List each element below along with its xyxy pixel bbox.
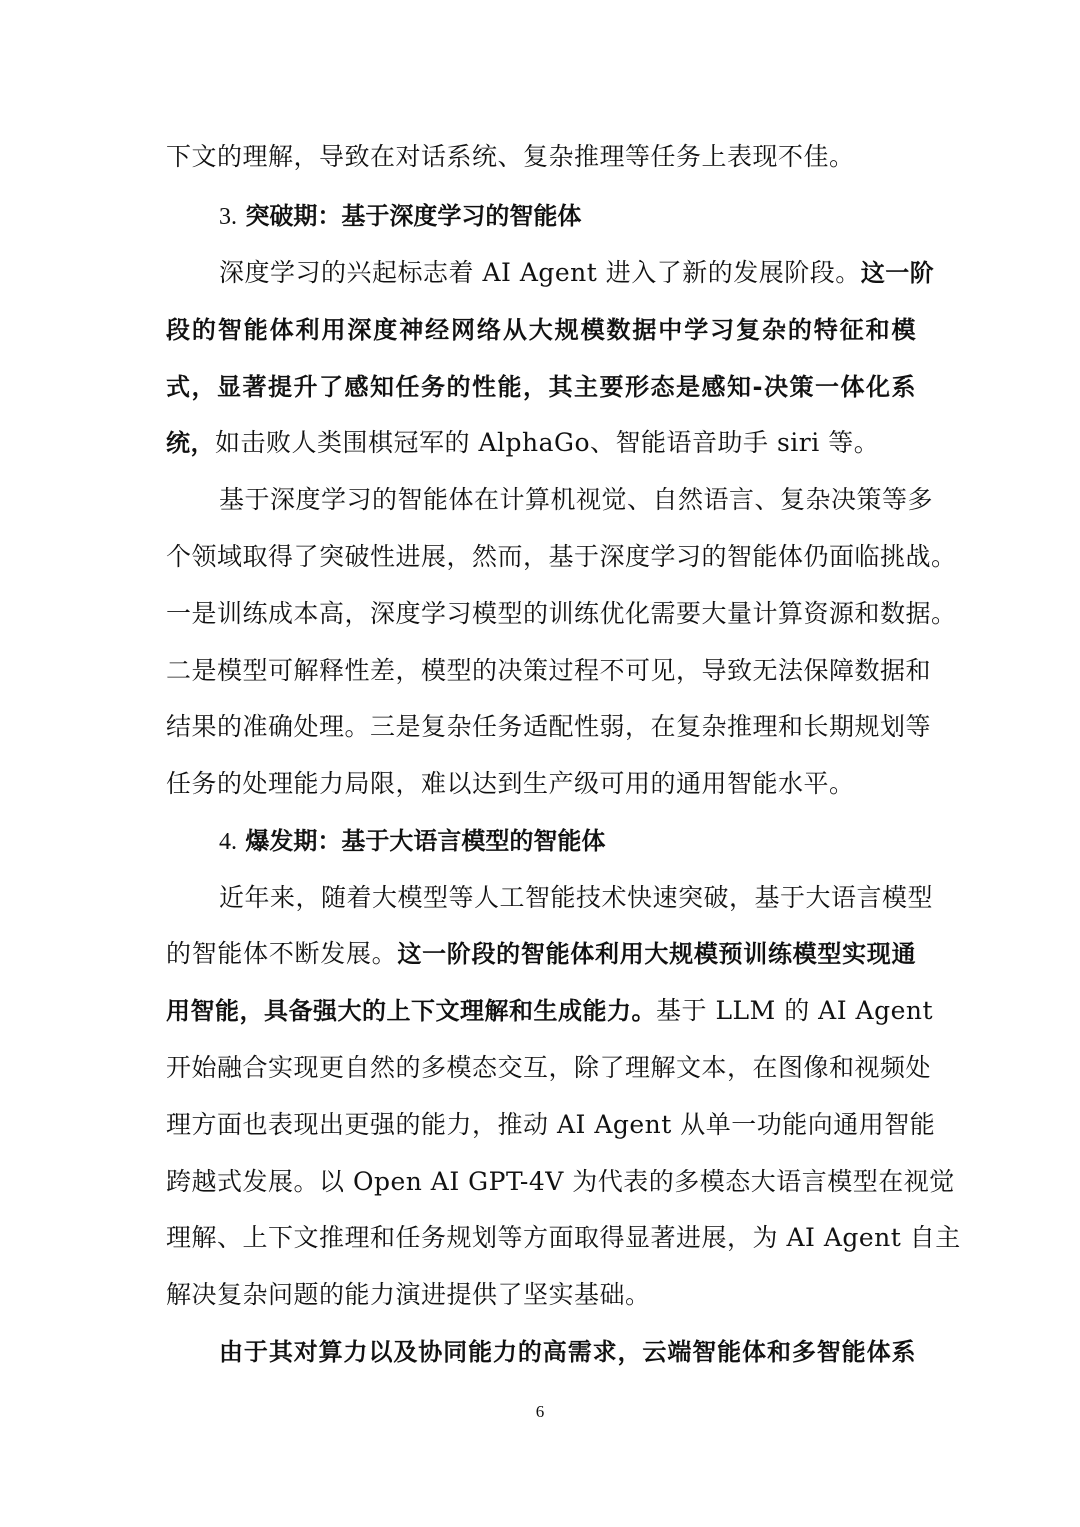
bold-text-segment: 式，显著提升了感知任务的性能，其主要形态是感知-决策一体化系	[166, 373, 916, 401]
text-line-19	[166, 1165, 955, 1199]
text-line-8	[166, 540, 957, 574]
text-line-22	[219, 1335, 916, 1369]
text-segment: 基于深度学习的智能体在计算机视觉、自然语言、复杂决策等多	[219, 485, 934, 514]
text-segment: 的智能体不断发展。	[166, 939, 398, 968]
section-title: 突破期：基于深度学习的智能体	[245, 202, 582, 230]
text-line-9	[166, 597, 957, 631]
text-line-15	[166, 937, 916, 971]
bold-text-segment: 由于其对算力以及协同能力的高需求，云端智能体和多智能体系	[219, 1338, 916, 1366]
text-segment: 二是模型可解释性差，模型的决策过程不可见，导致无法保障数据和	[166, 656, 932, 685]
text-line-10	[166, 654, 932, 688]
text-segment: 跨越式发展。以 Open AI GPT-4V 为代表的多模态大语言模型在视觉	[166, 1167, 955, 1196]
text-line-4	[166, 313, 916, 347]
page-number: 6	[535, 1402, 545, 1421]
bold-text-segment: 用智能，具备强大的上下文理解和生成能力。	[166, 997, 656, 1025]
text-segment: 任务的处理能力局限，难以达到生产级可用的通用智能水平。	[166, 769, 855, 798]
text-segment: 近年来，随着大模型等人工智能技术快速突破，基于大语言模型	[219, 883, 934, 912]
text-line-18	[166, 1108, 936, 1142]
text-line-11	[166, 710, 932, 744]
text-segment: 一是训练成本高，深度学习模型的训练优化需要大量计算资源和数据。	[166, 599, 957, 628]
text-line-5	[166, 370, 916, 404]
section-heading-3	[219, 199, 581, 234]
section-number: 4.	[219, 829, 237, 855]
text-line-3	[219, 256, 935, 290]
bold-text-segment: 这一阶	[860, 259, 935, 287]
text-line-21	[166, 1278, 916, 1312]
text-segment: 理方面也表现出更强的能力，推动 AI Agent 从单一功能向通用智能	[166, 1110, 936, 1139]
section-heading-4	[219, 824, 605, 859]
text-segment: 深度学习的兴起标志着 AI Agent 进入了新的发展阶段。	[219, 258, 861, 287]
text-segment: 个领域取得了突破性进展，然而，基于深度学习的智能体仍面临挑战。	[166, 542, 957, 571]
text-segment: 结果的准确处理。三是复杂任务适配性弱，在复杂推理和长期规划等	[166, 712, 932, 741]
text-segment: 如击败人类围棋冠军的 AlphaGo、智能语音助手 siri 等。	[215, 428, 880, 457]
text-line-12	[166, 767, 916, 801]
section-title: 爆发期：基于大语言模型的智能体	[245, 827, 606, 855]
text-line-17	[166, 1051, 932, 1085]
text-line-20	[166, 1221, 961, 1255]
text-line-1	[166, 140, 916, 174]
text-line-7	[219, 483, 934, 517]
text-line-16	[166, 994, 934, 1028]
bold-text-segment: 统，	[166, 429, 215, 457]
text-segment: 基于 LLM 的 AI Agent	[656, 996, 934, 1025]
text-segment: 下文的理解，导致在对话系统、复杂推理等任务上表现不佳。	[166, 142, 855, 171]
text-line-14	[219, 881, 934, 915]
bold-text-segment: 这一阶段的智能体利用大规模预训练模型实现通	[397, 940, 916, 968]
text-line-6	[166, 426, 916, 460]
bold-text-segment: 段的智能体利用深度神经网络从大规模数据中学习复杂的特征和模	[166, 316, 916, 344]
text-segment: 开始融合实现更自然的多模态交互，除了理解文本，在图像和视频处	[166, 1053, 932, 1082]
text-segment: 理解、上下文推理和任务规划等方面取得显著进展，为 AI Agent 自主	[166, 1223, 961, 1252]
section-number: 3.	[219, 204, 237, 230]
text-segment: 解决复杂问题的能力演进提供了坚实基础。	[166, 1280, 651, 1309]
